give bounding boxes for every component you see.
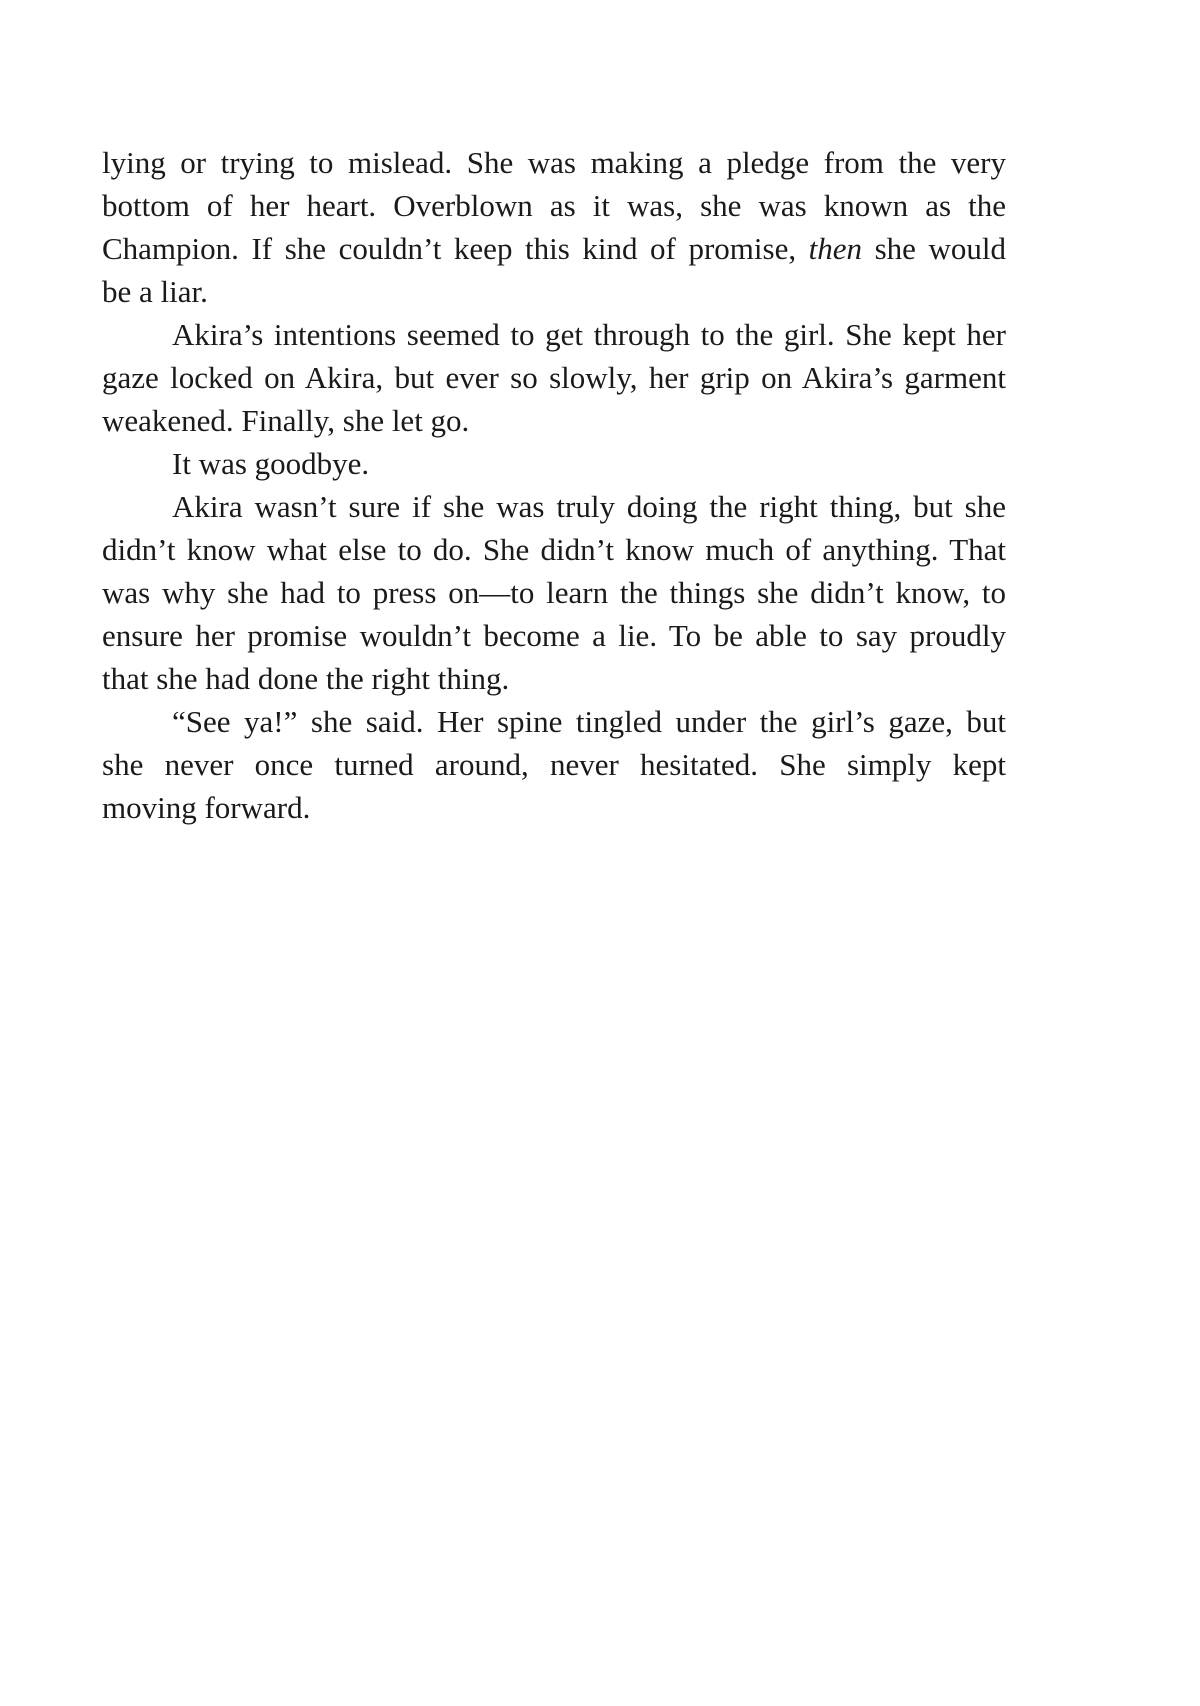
text-line [102,571,1006,614]
text-line [102,399,1006,442]
text-segment: was why she had to press on—to learn the things she didn’t know, to [102,575,1006,610]
paragraph [102,485,1006,700]
text-segment: moving forward. [102,790,311,825]
text-segment: she never once turned around, never hesitated. She simply kept [102,747,1006,782]
paragraph [102,313,1006,442]
text-segment: Akira wasn’t sure if she was truly doing the right thing, but she [172,489,1006,524]
text-line [102,700,1006,743]
text-line [102,270,1006,313]
text-segment: Akira’s intentions seemed to get through to the girl. She kept her [172,317,1006,352]
text-line [102,442,1006,485]
paragraph [102,442,1006,485]
text-line [102,743,1006,786]
text-segment: gaze locked on Akira, but ever so slowly, her grip on Akira’s garment [102,360,1006,395]
text-segment: didn’t know what else to do. She didn’t know much of anything. That [102,532,1006,567]
text-line [102,657,1006,700]
paragraph [102,700,1006,829]
italic-text: then [808,231,863,266]
text-line [102,313,1006,356]
text-line [102,485,1006,528]
book-page-text [102,141,1006,829]
text-segment: “See ya!” she said. Her spine tingled under the girl’s gaze, but [172,704,1006,739]
text-segment: lying or trying to mislead. She was making a pledge from the very [102,145,1006,180]
text-line [102,786,1006,829]
text-line [102,528,1006,571]
text-segment: that she had done the right thing. [102,661,510,696]
text-line [102,141,1006,184]
text-line [102,184,1006,227]
text-segment: It was goodbye. [172,446,370,481]
text-segment: weakened. Finally, she let go. [102,403,470,438]
text-line [102,227,1006,270]
text-segment: be a liar. [102,274,208,309]
text-segment: Champion. If she couldn’t keep this kind of promise, [102,231,809,266]
text-line [102,614,1006,657]
text-line [102,356,1006,399]
text-segment: bottom of her heart. Overblown as it was, she was known as the [102,188,1006,223]
paragraph [102,141,1006,313]
text-segment: she would [862,231,1006,266]
text-segment: ensure her promise wouldn’t become a lie. To be able to say proudly [102,618,1006,653]
